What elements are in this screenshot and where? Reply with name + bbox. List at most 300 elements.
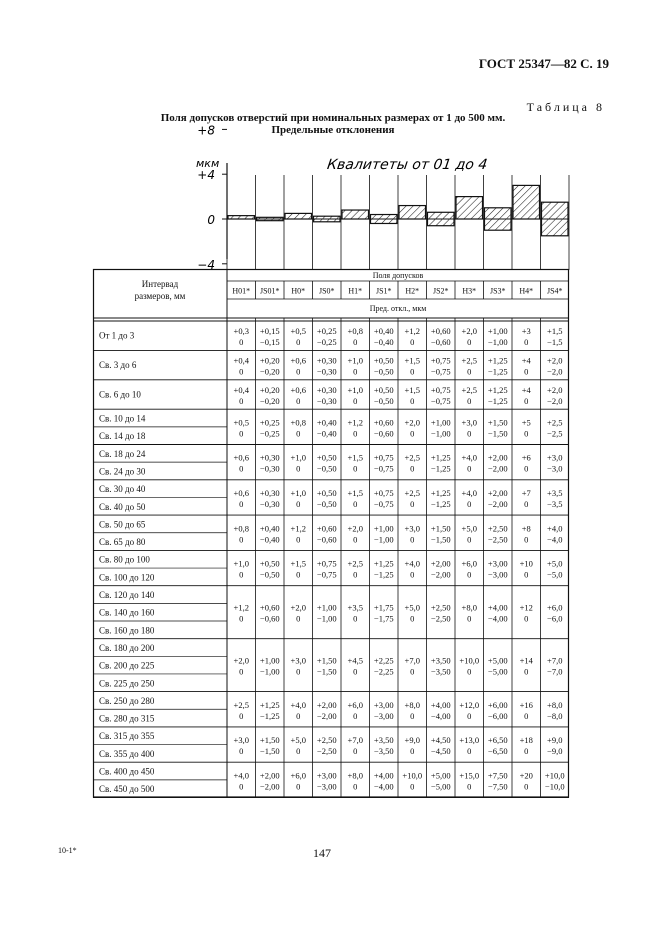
lower-deviation: −0,30 bbox=[259, 463, 280, 474]
upper-deviation: +2,5 bbox=[461, 385, 477, 395]
lower-deviation: 0 bbox=[467, 666, 472, 677]
upper-deviation: +2,50 bbox=[316, 735, 337, 746]
upper-deviation: +3,0 bbox=[461, 417, 477, 428]
lower-deviation: 0 bbox=[524, 746, 529, 757]
upper-deviation: +0,4 bbox=[233, 385, 249, 395]
lower-deviation: −2,00 bbox=[259, 781, 280, 792]
lower-deviation: −1,00 bbox=[487, 337, 508, 348]
lower-deviation: −8,0 bbox=[547, 710, 563, 721]
lower-deviation: 0 bbox=[524, 710, 529, 721]
upper-deviation: +2,25 bbox=[373, 655, 394, 666]
lower-deviation: 0 bbox=[524, 613, 529, 624]
upper-deviation: +1,25 bbox=[259, 699, 280, 710]
lower-deviation: 0 bbox=[467, 746, 472, 757]
lower-deviation: −6,50 bbox=[487, 746, 508, 757]
upper-deviation: +6 bbox=[521, 452, 531, 463]
upper-deviation: +9,0 bbox=[547, 735, 563, 746]
lower-deviation: 0 bbox=[296, 498, 301, 509]
lower-deviation: 0 bbox=[467, 337, 472, 348]
tolerance-field-js01 bbox=[257, 217, 284, 220]
lower-deviation: −1,25 bbox=[430, 498, 451, 509]
upper-deviation: +2,0 bbox=[547, 355, 563, 366]
column-header: H1* bbox=[348, 286, 363, 296]
upper-deviation: +14 bbox=[519, 655, 533, 666]
column-header: JS3* bbox=[489, 286, 506, 296]
upper-deviation: +5,00 bbox=[430, 770, 451, 781]
lower-deviation: 0 bbox=[239, 498, 244, 509]
lower-deviation: −0,25 bbox=[259, 428, 280, 439]
upper-deviation: +4,0 bbox=[233, 770, 249, 781]
lower-deviation: 0 bbox=[353, 613, 358, 624]
upper-deviation: +1,5 bbox=[404, 385, 420, 395]
upper-deviation: +0,40 bbox=[316, 417, 337, 428]
page-number: 147 bbox=[313, 846, 331, 860]
upper-deviation: +2,0 bbox=[290, 602, 306, 613]
lower-deviation: −0,75 bbox=[373, 498, 394, 509]
lower-deviation: −0,50 bbox=[316, 463, 337, 474]
lower-deviation: −2,00 bbox=[487, 498, 508, 509]
upper-deviation: +0,5 bbox=[290, 326, 306, 337]
lower-deviation: 0 bbox=[239, 710, 244, 721]
upper-deviation: +5,0 bbox=[290, 735, 306, 746]
lower-deviation: 0 bbox=[524, 498, 529, 509]
upper-deviation: +7 bbox=[521, 487, 531, 498]
column-header: JS4* bbox=[546, 286, 563, 296]
lower-deviation: −4,00 bbox=[487, 613, 508, 624]
field-base bbox=[343, 220, 368, 270]
upper-deviation: +0,60 bbox=[373, 417, 394, 428]
lower-deviation: 0 bbox=[524, 337, 529, 348]
upper-deviation: +0,20 bbox=[259, 385, 280, 395]
lower-deviation: 0 bbox=[467, 569, 472, 580]
lower-deviation: −1,25 bbox=[487, 366, 508, 377]
upper-deviation: +0,40 bbox=[259, 523, 280, 534]
lower-deviation: 0 bbox=[410, 498, 415, 509]
upper-deviation: +6,0 bbox=[547, 602, 563, 613]
column-header: JS01* bbox=[259, 286, 280, 296]
field-base bbox=[315, 223, 340, 270]
upper-deviation: +0,50 bbox=[373, 385, 394, 395]
interval-label: Св. 180 до 200 bbox=[99, 642, 155, 653]
interval-label: Св. 80 до 100 bbox=[99, 554, 150, 565]
tolerance-table bbox=[93, 269, 573, 800]
lower-deviation: −0,75 bbox=[316, 569, 337, 580]
lower-deviation: 0 bbox=[467, 463, 472, 474]
field-base bbox=[286, 220, 311, 270]
upper-deviation: +1,00 bbox=[259, 655, 280, 666]
upper-deviation: +2,5 bbox=[461, 355, 477, 366]
upper-deviation: +5 bbox=[521, 417, 531, 428]
upper-deviation: +0,20 bbox=[259, 355, 280, 366]
lower-deviation: −2,00 bbox=[430, 569, 451, 580]
lower-deviation: 0 bbox=[410, 463, 415, 474]
lower-deviation: 0 bbox=[410, 396, 415, 406]
upper-deviation: +0,8 bbox=[233, 523, 249, 534]
lower-deviation: −5,0 bbox=[547, 569, 563, 580]
upper-deviation: +1,0 bbox=[347, 355, 363, 366]
upper-deviation: +2,00 bbox=[430, 558, 451, 569]
lower-deviation: −1,50 bbox=[430, 534, 451, 545]
upper-deviation: +13,0 bbox=[459, 735, 480, 746]
interval-label: Св. 250 до 280 bbox=[99, 695, 155, 706]
interval-label: Св. 225 до 250 bbox=[99, 678, 155, 689]
column-header: H2* bbox=[405, 286, 420, 296]
lower-deviation: 0 bbox=[296, 463, 301, 474]
upper-deviation: +0,3 bbox=[233, 326, 249, 337]
upper-deviation: +0,50 bbox=[259, 558, 280, 569]
upper-deviation: +3,0 bbox=[547, 452, 563, 463]
upper-deviation: +0,30 bbox=[259, 487, 280, 498]
lower-deviation: 0 bbox=[410, 613, 415, 624]
upper-deviation: +10 bbox=[519, 558, 533, 569]
upper-deviation: +4,0 bbox=[547, 523, 563, 534]
lower-deviation: 0 bbox=[467, 428, 472, 439]
interval-label: Св. 200 до 225 bbox=[99, 660, 155, 671]
upper-deviation: +1,0 bbox=[290, 452, 306, 463]
lower-deviation: 0 bbox=[524, 463, 529, 474]
upper-deviation: +1,5 bbox=[290, 558, 306, 569]
upper-deviation: +3,0 bbox=[233, 735, 249, 746]
upper-deviation: +2,0 bbox=[461, 326, 477, 337]
lower-deviation: −0,50 bbox=[316, 498, 337, 509]
footer-mark: 10-1* bbox=[58, 846, 77, 855]
upper-deviation: +1,5 bbox=[347, 487, 363, 498]
upper-deviation: +2,00 bbox=[316, 699, 337, 710]
lower-deviation: 0 bbox=[239, 569, 244, 580]
lower-deviation: −7,50 bbox=[487, 781, 508, 792]
axis-tick-label: 0 bbox=[207, 213, 215, 227]
upper-deviation: +4,00 bbox=[430, 699, 451, 710]
lower-deviation: 0 bbox=[353, 463, 358, 474]
upper-deviation: +1,5 bbox=[547, 326, 563, 337]
tolerance-field-h1 bbox=[342, 210, 369, 219]
lower-deviation: 0 bbox=[353, 746, 358, 757]
column-header: H01* bbox=[232, 286, 251, 296]
upper-deviation: +1,25 bbox=[487, 355, 508, 366]
upper-deviation: +3,50 bbox=[373, 735, 394, 746]
lower-deviation: −1,25 bbox=[430, 463, 451, 474]
document-reference: ГОСТ 25347—82 С. 19 bbox=[478, 56, 609, 71]
upper-deviation: +4,00 bbox=[487, 602, 508, 613]
upper-deviation: +3,00 bbox=[373, 699, 394, 710]
lower-deviation: −1,25 bbox=[259, 710, 280, 721]
lower-deviation: 0 bbox=[353, 781, 358, 792]
lower-deviation: −3,0 bbox=[547, 463, 563, 474]
interval-label: Св. 14 до 18 bbox=[99, 431, 146, 442]
upper-deviation: +7,0 bbox=[547, 655, 563, 666]
upper-deviation: +4,50 bbox=[430, 735, 451, 746]
axis-tick-label: −4 bbox=[197, 257, 215, 272]
upper-deviation: +1,00 bbox=[316, 602, 337, 613]
lower-deviation: −1,50 bbox=[259, 746, 280, 757]
lower-deviation: −1,00 bbox=[259, 666, 280, 677]
lower-deviation: −0,75 bbox=[430, 396, 451, 406]
upper-deviation: +0,50 bbox=[316, 487, 337, 498]
upper-deviation: +3,5 bbox=[547, 487, 563, 498]
lower-deviation: 0 bbox=[410, 666, 415, 677]
lower-deviation: 0 bbox=[296, 569, 301, 580]
lower-deviation: 0 bbox=[467, 396, 472, 406]
upper-deviation: +2,5 bbox=[404, 487, 420, 498]
tolerance-field-js0 bbox=[314, 216, 341, 222]
field-base bbox=[543, 237, 568, 270]
interval-label: Св. 30 до 40 bbox=[99, 484, 146, 495]
upper-deviation: +5,0 bbox=[404, 602, 420, 613]
upper-deviation: +4,0 bbox=[290, 699, 306, 710]
lower-deviation: 0 bbox=[239, 613, 244, 624]
upper-deviation: +1,2 bbox=[290, 523, 306, 534]
upper-deviation: +20 bbox=[519, 770, 533, 781]
lower-deviation: 0 bbox=[239, 428, 244, 439]
interval-label: Св. 10 до 14 bbox=[99, 413, 146, 424]
interval-label: Св. 120 до 140 bbox=[99, 590, 155, 601]
lower-deviation: 0 bbox=[296, 666, 301, 677]
lower-deviation: 0 bbox=[410, 337, 415, 348]
interval-label: Св. 18 до 24 bbox=[99, 448, 146, 459]
upper-deviation: +6,00 bbox=[487, 699, 508, 710]
upper-deviation: +5,0 bbox=[547, 558, 563, 569]
lower-deviation: −1,25 bbox=[373, 569, 394, 580]
upper-deviation: +0,30 bbox=[316, 385, 337, 395]
upper-deviation: +2,0 bbox=[404, 417, 420, 428]
upper-deviation: +0,60 bbox=[259, 602, 280, 613]
upper-deviation: +1,2 bbox=[233, 602, 249, 613]
upper-deviation: +0,75 bbox=[316, 558, 337, 569]
upper-deviation: +3,00 bbox=[487, 558, 508, 569]
lower-deviation: 0 bbox=[524, 666, 529, 677]
upper-deviation: +6,0 bbox=[347, 699, 363, 710]
lower-deviation: −2,50 bbox=[487, 534, 508, 545]
upper-deviation: +1,2 bbox=[347, 417, 363, 428]
interval-label: Св. 6 до 10 bbox=[99, 389, 141, 400]
lower-deviation: −3,50 bbox=[373, 746, 394, 757]
upper-deviation: +1,50 bbox=[316, 655, 337, 666]
upper-deviation: +4,00 bbox=[373, 770, 394, 781]
upper-deviation: +1,50 bbox=[487, 417, 508, 428]
field-base bbox=[258, 222, 283, 270]
upper-deviation: +3 bbox=[521, 326, 531, 337]
lower-deviation: −2,0 bbox=[547, 366, 563, 377]
upper-deviation: +5,00 bbox=[487, 655, 508, 666]
lower-deviation: 0 bbox=[410, 428, 415, 439]
lower-deviation: 0 bbox=[467, 534, 472, 545]
upper-deviation: +0,30 bbox=[259, 452, 280, 463]
field-base bbox=[229, 220, 254, 270]
upper-deviation: +1,0 bbox=[347, 385, 363, 395]
lower-deviation: 0 bbox=[239, 781, 244, 792]
lower-deviation: 0 bbox=[467, 710, 472, 721]
lower-deviation: 0 bbox=[239, 666, 244, 677]
lower-deviation: −0,75 bbox=[373, 463, 394, 474]
lower-deviation: 0 bbox=[524, 396, 529, 406]
interval-label: Св. 140 до 160 bbox=[99, 607, 155, 618]
upper-deviation: +5,0 bbox=[461, 523, 477, 534]
tolerance-field-h0 bbox=[285, 213, 312, 219]
upper-deviation: +8,0 bbox=[347, 770, 363, 781]
lower-deviation: −4,0 bbox=[547, 534, 563, 545]
lower-deviation: −2,00 bbox=[487, 463, 508, 474]
upper-deviation: +3,0 bbox=[290, 655, 306, 666]
upper-deviation: +0,6 bbox=[233, 452, 249, 463]
lower-deviation: 0 bbox=[467, 613, 472, 624]
lower-deviation: −2,00 bbox=[316, 710, 337, 721]
field-base bbox=[457, 220, 482, 270]
upper-deviation: +8,0 bbox=[461, 602, 477, 613]
upper-deviation: +2,00 bbox=[487, 487, 508, 498]
lower-deviation: −1,00 bbox=[373, 534, 394, 545]
lower-deviation: 0 bbox=[353, 428, 358, 439]
lower-deviation: 0 bbox=[239, 746, 244, 757]
upper-deviation: +0,25 bbox=[316, 326, 337, 337]
lower-deviation: 0 bbox=[296, 337, 301, 348]
interval-header: Интервад bbox=[141, 279, 179, 289]
lower-deviation: 0 bbox=[410, 569, 415, 580]
upper-deviation: +10,0 bbox=[544, 770, 565, 781]
lower-deviation: 0 bbox=[410, 366, 415, 377]
upper-deviation: +1,00 bbox=[487, 326, 508, 337]
upper-deviation: +0,50 bbox=[373, 355, 394, 366]
lower-deviation: −0,50 bbox=[373, 396, 394, 406]
lower-deviation: −2,5 bbox=[547, 428, 563, 439]
lower-deviation: −0,40 bbox=[316, 428, 337, 439]
upper-deviation: +0,5 bbox=[233, 417, 249, 428]
interval-label: Св. 100 до 120 bbox=[99, 572, 155, 583]
lower-deviation: −4,50 bbox=[430, 746, 451, 757]
upper-deviation: +0,8 bbox=[290, 417, 306, 428]
axis-tick-label: +8 bbox=[197, 123, 215, 138]
fields-header: Поля допусков bbox=[372, 271, 424, 280]
upper-deviation: +2,00 bbox=[487, 452, 508, 463]
tolerance-field-h4 bbox=[513, 185, 540, 219]
tolerance-field-h2 bbox=[399, 206, 426, 219]
table-number: Таблица 8 bbox=[526, 100, 605, 114]
lower-deviation: 0 bbox=[353, 396, 358, 406]
lower-deviation: −3,5 bbox=[547, 498, 563, 509]
tolerance-field-js3 bbox=[485, 208, 512, 230]
column-header: H4* bbox=[519, 286, 534, 296]
lower-deviation: −0,40 bbox=[373, 337, 394, 348]
lower-deviation: −0,50 bbox=[259, 569, 280, 580]
upper-deviation: +1,0 bbox=[233, 558, 249, 569]
column-header: H3* bbox=[462, 286, 477, 296]
tolerance-field-js2 bbox=[428, 212, 455, 225]
upper-deviation: +0,50 bbox=[316, 452, 337, 463]
upper-deviation: +1,2 bbox=[404, 326, 420, 337]
upper-deviation: +0,75 bbox=[430, 355, 451, 366]
lower-deviation: 0 bbox=[353, 366, 358, 377]
lower-deviation: 0 bbox=[296, 366, 301, 377]
upper-deviation: +4,0 bbox=[461, 487, 477, 498]
lower-deviation: 0 bbox=[353, 710, 358, 721]
lower-deviation: 0 bbox=[353, 666, 358, 677]
upper-deviation: +0,40 bbox=[373, 326, 394, 337]
upper-deviation: +18 bbox=[519, 735, 533, 746]
upper-deviation: +4,0 bbox=[404, 558, 420, 569]
column-header: JS2* bbox=[432, 286, 449, 296]
upper-deviation: +15,0 bbox=[459, 770, 480, 781]
lower-deviation: −0,15 bbox=[259, 337, 280, 348]
column-header: JS0* bbox=[318, 286, 335, 296]
lower-deviation: 0 bbox=[296, 396, 301, 406]
upper-deviation: +1,25 bbox=[373, 558, 394, 569]
lower-deviation: −2,25 bbox=[373, 666, 394, 677]
upper-deviation: +0,60 bbox=[316, 523, 337, 534]
lower-deviation: −5,00 bbox=[487, 666, 508, 677]
lower-deviation: −0,60 bbox=[430, 337, 451, 348]
lower-deviation: −0,20 bbox=[259, 396, 280, 406]
lower-deviation: −1,50 bbox=[316, 666, 337, 677]
lower-deviation: −0,50 bbox=[373, 366, 394, 377]
field-base bbox=[372, 224, 397, 270]
lower-deviation: −0,30 bbox=[259, 498, 280, 509]
lower-deviation: −2,50 bbox=[316, 746, 337, 757]
lower-deviation: −9,0 bbox=[547, 746, 563, 757]
upper-deviation: +0,60 bbox=[430, 326, 451, 337]
upper-deviation: +12 bbox=[519, 602, 533, 613]
lower-deviation: 0 bbox=[239, 396, 244, 406]
lower-deviation: −2,0 bbox=[547, 396, 563, 406]
upper-deviation: +2,5 bbox=[404, 452, 420, 463]
upper-deviation: +4 bbox=[521, 355, 531, 366]
upper-deviation: +3,5 bbox=[347, 602, 363, 613]
interval-label: Св. 280 до 315 bbox=[99, 713, 155, 724]
lower-deviation: −4,00 bbox=[430, 710, 451, 721]
interval-label: Св. 400 до 450 bbox=[99, 766, 155, 777]
interval-label: Св. 40 до 50 bbox=[99, 501, 146, 512]
field-base bbox=[429, 227, 454, 270]
upper-deviation: +1,50 bbox=[259, 735, 280, 746]
upper-deviation: +1,50 bbox=[430, 523, 451, 534]
tolerance-field-h3 bbox=[456, 197, 483, 219]
upper-deviation: +0,8 bbox=[347, 326, 363, 337]
upper-deviation: +6,0 bbox=[461, 558, 477, 569]
interval-label: Св. 24 до 30 bbox=[99, 466, 146, 477]
lower-deviation: −4,00 bbox=[373, 781, 394, 792]
upper-deviation: +1,00 bbox=[430, 417, 451, 428]
upper-deviation: +2,50 bbox=[430, 602, 451, 613]
interval-label: От 1 до 3 bbox=[99, 330, 135, 341]
upper-deviation: +16 bbox=[519, 699, 533, 710]
lower-deviation: 0 bbox=[239, 366, 244, 377]
table-subtitle: Предельные отклонения bbox=[271, 124, 395, 136]
column-header: H0* bbox=[291, 286, 306, 296]
field-base bbox=[486, 231, 511, 270]
upper-deviation: +0,75 bbox=[373, 487, 394, 498]
upper-deviation: +6,50 bbox=[487, 735, 508, 746]
tolerance-field-js1 bbox=[371, 215, 398, 224]
diagram-caption: Квалитеты от 01 до 4 bbox=[326, 157, 489, 173]
lower-deviation: −0,30 bbox=[316, 396, 337, 406]
upper-deviation: +4 bbox=[521, 385, 531, 395]
lower-deviation: 0 bbox=[239, 463, 244, 474]
upper-deviation: +2,0 bbox=[547, 385, 563, 395]
lower-deviation: −1,75 bbox=[373, 613, 394, 624]
field-base bbox=[400, 220, 425, 270]
lower-deviation: 0 bbox=[524, 781, 529, 792]
lower-deviation: −1,50 bbox=[487, 428, 508, 439]
upper-deviation: +0,6 bbox=[290, 355, 306, 366]
upper-deviation: +9,0 bbox=[404, 735, 420, 746]
lower-deviation: 0 bbox=[524, 534, 529, 545]
lower-deviation: 0 bbox=[524, 366, 529, 377]
upper-deviation: +2,5 bbox=[233, 699, 249, 710]
lower-deviation: 0 bbox=[296, 781, 301, 792]
lower-deviation: 0 bbox=[353, 569, 358, 580]
upper-deviation: +1,25 bbox=[430, 487, 451, 498]
lower-deviation: −1,00 bbox=[316, 613, 337, 624]
lower-deviation: 0 bbox=[239, 337, 244, 348]
upper-deviation: +2,5 bbox=[547, 417, 563, 428]
